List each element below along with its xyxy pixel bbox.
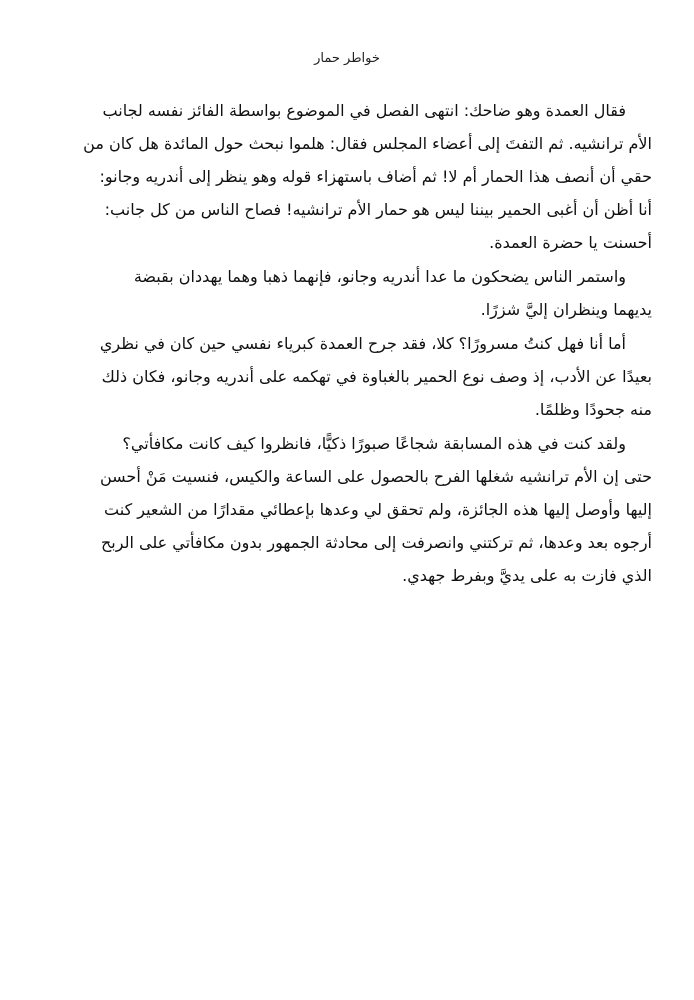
text-line: أحسنت يا حضرة العمدة.: [489, 233, 652, 252]
text-line: يديهما وينظران إليَّ شزرًا.: [480, 300, 652, 319]
text-line: الذي فازت به على يديَّ وبفرط جهدي.: [402, 566, 652, 585]
text-line: إليها وأوصل إليها هذه الجائزة، ولم تحقق لي وعدها بإعطائي مقدارًا من الشعير كنت: [104, 500, 652, 519]
text-line: منه جحودًا وظلمًا.: [534, 400, 652, 419]
text-line: واستمر الناس يضحكون ما عدا أندريه وجانو، فإنهما ذهبا وهما يهددان بقبضة: [133, 267, 626, 286]
paragraph-2: [42, 260, 652, 326]
text-line: ولقد كنت في هذه المسابقة شجاعًا صبورًا ذكيًّا، فانظروا كيف كانت مكافأتي؟: [122, 434, 626, 453]
paragraph-4: [42, 427, 652, 592]
running-header: خواطر حمار: [314, 51, 380, 66]
text-line: حتى إن الأم ترانشيه شغلها الفرح بالحصول على الساعة والكيس، فنسيت مَنْ أحسن: [99, 467, 652, 486]
text-line: أرجوه بعد وعدها، ثم تركتني وانصرفت إلى محادثة الجمهور بدون مكافأتي على الربح: [100, 533, 652, 552]
paragraph-3: [42, 327, 652, 426]
text-line: الأم ترانشيه. ثم التفتَ إلى أعضاء المجلس فقال: هلموا نبحث حول المائدة هل كان من: [83, 134, 652, 153]
text-line: أما أنا فهل كنتُ مسرورًا؟ كلا، فقد جرح العمدة كبرياء نفسي حين كان في نظري: [99, 334, 626, 353]
body-text: [42, 94, 652, 593]
paragraph-1: [42, 94, 652, 259]
text-line: حقي أن أنصف هذا الحمار أم لا! ثم أضاف باستهزاء قوله وهو ينظر إلى أندريه وجانو:: [99, 167, 652, 186]
text-line: أنا أظن أن أغبى الحمير بيننا ليس هو حمار الأم ترانشيه! فصاح الناس من كل جانب:: [104, 200, 652, 219]
text-line: بعيدًا عن الأدب، إذ وصف نوع الحمير بالغباوة في تهكمه على أندريه وجانو، فكان ذلك: [101, 367, 652, 386]
text-line: فقال العمدة وهو ضاحك: انتهى الفصل في الموضوع بواسطة الفائز نفسه لجانب: [102, 101, 626, 120]
